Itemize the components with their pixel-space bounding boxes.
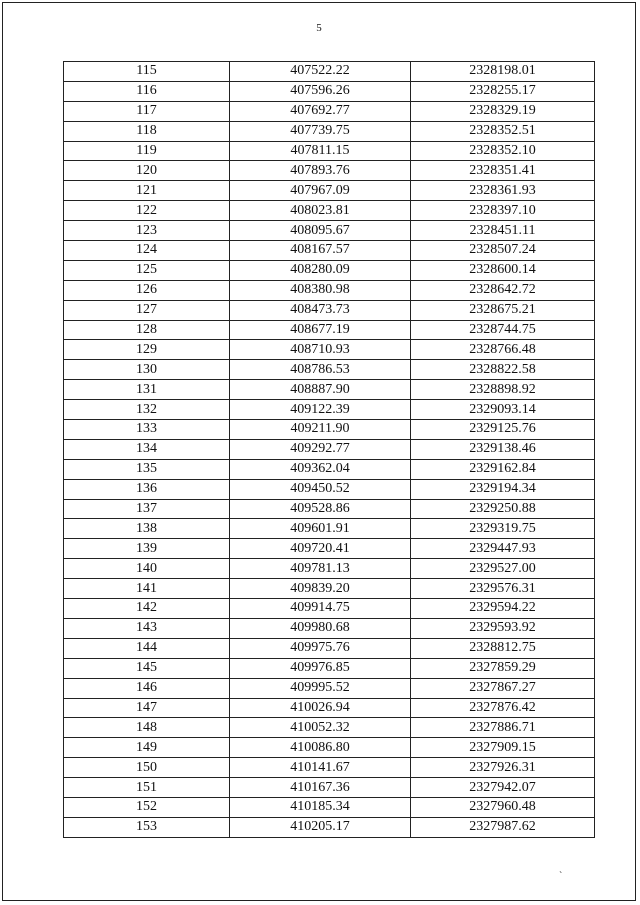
x-coordinate-cell: 407522.22: [230, 62, 411, 82]
table-row: [64, 280, 595, 300]
y-coordinate-cell: 2329527.00: [411, 559, 595, 579]
point-number-cell: 144: [64, 638, 230, 658]
point-number-cell: 134: [64, 439, 230, 459]
table-row: [64, 161, 595, 181]
table-row: [64, 141, 595, 161]
x-coordinate-cell: 408887.90: [230, 380, 411, 400]
y-coordinate-cell: 2329125.76: [411, 420, 595, 440]
y-coordinate-cell: 2328898.92: [411, 380, 595, 400]
point-number-cell: 149: [64, 738, 230, 758]
y-coordinate-cell: 2329594.22: [411, 599, 595, 619]
table-row: [64, 459, 595, 479]
y-coordinate-cell: 2328351.41: [411, 161, 595, 181]
table-row: [64, 181, 595, 201]
y-coordinate-cell: 2329250.88: [411, 499, 595, 519]
x-coordinate-cell: 407811.15: [230, 141, 411, 161]
x-coordinate-cell: 410086.80: [230, 738, 411, 758]
y-coordinate-cell: 2328352.51: [411, 121, 595, 141]
point-number-cell: 126: [64, 280, 230, 300]
x-coordinate-cell: 407692.77: [230, 101, 411, 121]
y-coordinate-cell: 2328600.14: [411, 260, 595, 280]
point-number-cell: 150: [64, 758, 230, 778]
table-row: [64, 718, 595, 738]
point-number-cell: 118: [64, 121, 230, 141]
point-number-cell: 137: [64, 499, 230, 519]
table-row: [64, 817, 595, 837]
x-coordinate-cell: 408677.19: [230, 320, 411, 340]
y-coordinate-cell: 2327886.71: [411, 718, 595, 738]
point-number-cell: 130: [64, 360, 230, 380]
x-coordinate-cell: 409362.04: [230, 459, 411, 479]
point-number-cell: 151: [64, 778, 230, 798]
scan-mark: `: [559, 871, 563, 882]
x-coordinate-cell: 407967.09: [230, 181, 411, 201]
point-number-cell: 129: [64, 340, 230, 360]
point-number-cell: 141: [64, 579, 230, 599]
y-coordinate-cell: 2328766.48: [411, 340, 595, 360]
table-row: [64, 479, 595, 499]
x-coordinate-cell: 410167.36: [230, 778, 411, 798]
x-coordinate-cell: 407596.26: [230, 81, 411, 101]
x-coordinate-cell: 409528.86: [230, 499, 411, 519]
point-number-cell: 152: [64, 797, 230, 817]
page-number: 5: [316, 22, 322, 34]
y-coordinate-cell: 2329576.31: [411, 579, 595, 599]
point-number-cell: 146: [64, 678, 230, 698]
table-row: [64, 260, 595, 280]
x-coordinate-cell: 410026.94: [230, 698, 411, 718]
table-row: [64, 300, 595, 320]
y-coordinate-cell: 2327876.42: [411, 698, 595, 718]
y-coordinate-cell: 2328812.75: [411, 638, 595, 658]
y-coordinate-cell: 2327926.31: [411, 758, 595, 778]
document-page: [2, 2, 636, 901]
point-number-cell: 123: [64, 221, 230, 241]
table-row: [64, 519, 595, 539]
x-coordinate-cell: 410141.67: [230, 758, 411, 778]
y-coordinate-cell: 2327867.27: [411, 678, 595, 698]
y-coordinate-cell: 2329447.93: [411, 539, 595, 559]
y-coordinate-cell: 2328198.01: [411, 62, 595, 82]
point-number-cell: 122: [64, 201, 230, 221]
y-coordinate-cell: 2328329.19: [411, 101, 595, 121]
coordinates-table-body: [64, 62, 595, 838]
x-coordinate-cell: 407739.75: [230, 121, 411, 141]
x-coordinate-cell: 407893.76: [230, 161, 411, 181]
y-coordinate-cell: 2329138.46: [411, 439, 595, 459]
x-coordinate-cell: 409975.76: [230, 638, 411, 658]
table-row: [64, 439, 595, 459]
y-coordinate-cell: 2329593.92: [411, 618, 595, 638]
point-number-cell: 116: [64, 81, 230, 101]
point-number-cell: 131: [64, 380, 230, 400]
table-row: [64, 221, 595, 241]
point-number-cell: 136: [64, 479, 230, 499]
point-number-cell: 139: [64, 539, 230, 559]
x-coordinate-cell: 409720.41: [230, 539, 411, 559]
table-row: [64, 738, 595, 758]
y-coordinate-cell: 2329319.75: [411, 519, 595, 539]
table-row: [64, 360, 595, 380]
x-coordinate-cell: 408095.67: [230, 221, 411, 241]
point-number-cell: 117: [64, 101, 230, 121]
point-number-cell: 138: [64, 519, 230, 539]
table-row: [64, 121, 595, 141]
x-coordinate-cell: 409914.75: [230, 599, 411, 619]
table-row: [64, 539, 595, 559]
x-coordinate-cell: 409781.13: [230, 559, 411, 579]
point-number-cell: 143: [64, 618, 230, 638]
point-number-cell: 132: [64, 400, 230, 420]
table-row: [64, 400, 595, 420]
y-coordinate-cell: 2327859.29: [411, 658, 595, 678]
x-coordinate-cell: 410185.34: [230, 797, 411, 817]
x-coordinate-cell: 409839.20: [230, 579, 411, 599]
y-coordinate-cell: 2327942.07: [411, 778, 595, 798]
point-number-cell: 120: [64, 161, 230, 181]
table-row: [64, 638, 595, 658]
y-coordinate-cell: 2327987.62: [411, 817, 595, 837]
x-coordinate-cell: 408380.98: [230, 280, 411, 300]
x-coordinate-cell: 410052.32: [230, 718, 411, 738]
y-coordinate-cell: 2327909.15: [411, 738, 595, 758]
point-number-cell: 145: [64, 658, 230, 678]
table-row: [64, 698, 595, 718]
y-coordinate-cell: 2329162.84: [411, 459, 595, 479]
point-number-cell: 148: [64, 718, 230, 738]
x-coordinate-cell: 408167.57: [230, 241, 411, 261]
y-coordinate-cell: 2327960.48: [411, 797, 595, 817]
table-row: [64, 797, 595, 817]
x-coordinate-cell: 408786.53: [230, 360, 411, 380]
x-coordinate-cell: 408710.93: [230, 340, 411, 360]
y-coordinate-cell: 2328822.58: [411, 360, 595, 380]
x-coordinate-cell: 408280.09: [230, 260, 411, 280]
table-row: [64, 101, 595, 121]
x-coordinate-cell: 409450.52: [230, 479, 411, 499]
x-coordinate-cell: 409980.68: [230, 618, 411, 638]
table-row: [64, 599, 595, 619]
table-row: [64, 579, 595, 599]
point-number-cell: 125: [64, 260, 230, 280]
table-row: [64, 658, 595, 678]
y-coordinate-cell: 2328642.72: [411, 280, 595, 300]
table-row: [64, 320, 595, 340]
point-number-cell: 128: [64, 320, 230, 340]
y-coordinate-cell: 2328397.10: [411, 201, 595, 221]
point-number-cell: 153: [64, 817, 230, 837]
point-number-cell: 124: [64, 241, 230, 261]
x-coordinate-cell: 409211.90: [230, 420, 411, 440]
coordinates-table: [63, 61, 595, 838]
x-coordinate-cell: 409601.91: [230, 519, 411, 539]
point-number-cell: 121: [64, 181, 230, 201]
x-coordinate-cell: 409976.85: [230, 658, 411, 678]
y-coordinate-cell: 2328352.10: [411, 141, 595, 161]
table-row: [64, 559, 595, 579]
table-row: [64, 758, 595, 778]
y-coordinate-cell: 2328451.11: [411, 221, 595, 241]
table-row: [64, 420, 595, 440]
point-number-cell: 127: [64, 300, 230, 320]
y-coordinate-cell: 2328744.75: [411, 320, 595, 340]
y-coordinate-cell: 2328675.21: [411, 300, 595, 320]
table-row: [64, 81, 595, 101]
point-number-cell: 115: [64, 62, 230, 82]
point-number-cell: 142: [64, 599, 230, 619]
table-row: [64, 380, 595, 400]
point-number-cell: 140: [64, 559, 230, 579]
y-coordinate-cell: 2328361.93: [411, 181, 595, 201]
y-coordinate-cell: 2329093.14: [411, 400, 595, 420]
y-coordinate-cell: 2329194.34: [411, 479, 595, 499]
x-coordinate-cell: 409292.77: [230, 439, 411, 459]
x-coordinate-cell: 409995.52: [230, 678, 411, 698]
point-number-cell: 119: [64, 141, 230, 161]
point-number-cell: 133: [64, 420, 230, 440]
table-row: [64, 201, 595, 221]
table-row: [64, 241, 595, 261]
point-number-cell: 147: [64, 698, 230, 718]
x-coordinate-cell: 408473.73: [230, 300, 411, 320]
y-coordinate-cell: 2328255.17: [411, 81, 595, 101]
x-coordinate-cell: 409122.39: [230, 400, 411, 420]
point-number-cell: 135: [64, 459, 230, 479]
table-row: [64, 678, 595, 698]
x-coordinate-cell: 408023.81: [230, 201, 411, 221]
table-row: [64, 778, 595, 798]
table-row: [64, 618, 595, 638]
table-row: [64, 62, 595, 82]
table-row: [64, 499, 595, 519]
x-coordinate-cell: 410205.17: [230, 817, 411, 837]
y-coordinate-cell: 2328507.24: [411, 241, 595, 261]
table-row: [64, 340, 595, 360]
